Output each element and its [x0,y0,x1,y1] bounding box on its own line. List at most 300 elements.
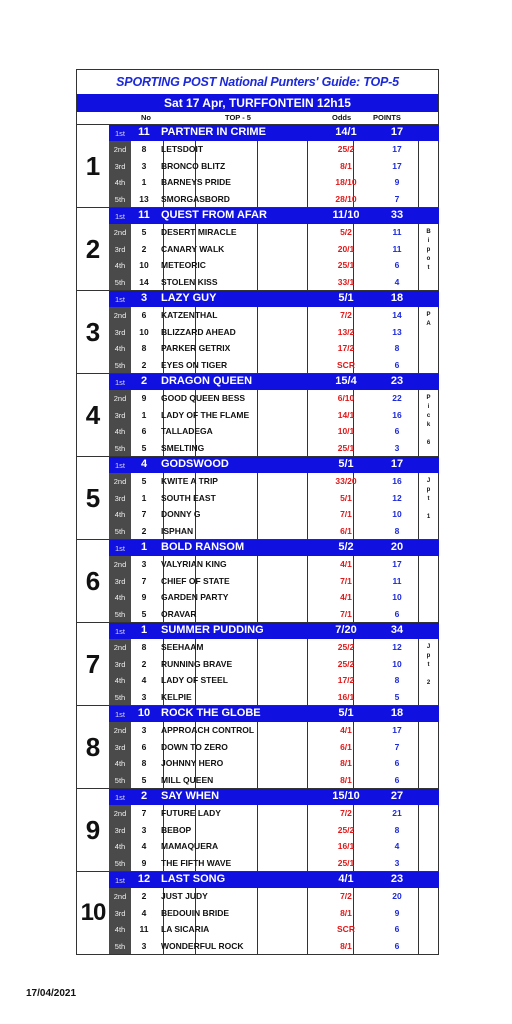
runner-row [109,407,439,423]
horse-points: 13 [392,326,402,337]
horse-points: 17 [390,126,404,138]
runner-row [109,473,439,489]
finish-position: 3rd [114,161,126,171]
finish-position: 3rd [114,576,126,586]
horse-points: 20 [392,891,402,902]
top-pick-row [109,540,439,556]
horse-points: 11 [392,227,402,238]
finish-position: 4th [114,427,126,437]
race-block [77,539,438,622]
finish-position: 2nd [113,726,127,736]
race-block [77,373,438,456]
horse-number: 3 [141,725,147,736]
horse-odds: 7/1 [340,575,352,586]
finish-position: 1st [114,295,125,304]
horse-odds: 33/20 [335,476,357,487]
horse-number: 2 [141,525,147,536]
horse-number: 3 [141,691,147,702]
race-block [77,207,438,290]
runner-row [109,307,439,323]
race-number: 1 [85,150,101,181]
horse-odds: 25/1 [337,857,355,868]
horse-name: WONDERFUL ROCK [161,940,244,951]
horse-name: QUEST FROM AFAR [161,209,267,221]
finish-position: 5th [114,858,126,868]
finish-position: 4th [114,261,126,271]
finish-position: 5th [114,526,126,536]
horse-points: 14 [392,310,402,321]
horse-points: 4 [394,276,400,287]
horse-points: 6 [394,924,400,935]
horse-points: 7 [394,193,400,204]
finish-position: 5th [114,443,126,453]
horse-number: 3 [141,940,147,951]
horse-points: 6 [394,608,400,619]
horse-name: BRONCO BLITZ [161,160,226,171]
horse-odds: 10/1 [337,426,355,437]
horse-name: SAY WHEN [161,790,220,802]
horse-odds: 6/1 [340,741,352,752]
horse-points: 5 [394,691,400,702]
finish-position: 1st [114,793,125,802]
horse-points: 16 [392,476,402,487]
horse-name: DRAGON QUEEN [161,375,253,387]
top-pick-row [109,872,439,888]
horse-odds: 8/1 [340,907,352,918]
horse-number: 4 [141,675,147,686]
runner-row [109,506,439,522]
race-number: 8 [85,731,101,762]
runner-row [109,141,439,157]
finish-position: 5th [114,775,126,785]
horse-number: 11 [139,924,149,935]
horse-number: 11 [138,209,150,221]
race-list [77,124,438,954]
top-pick-row [109,374,439,390]
horse-odds: 15/10 [332,790,360,802]
horse-number: 8 [141,758,147,769]
horse-odds: 4/1 [340,592,352,603]
top-pick-row [109,457,439,473]
horse-number: 2 [141,658,147,669]
horse-name: STOLEN KISS [161,276,218,287]
horse-points: 17 [390,458,404,470]
horse-odds: 7/1 [340,608,352,619]
horse-points: 11 [392,243,402,254]
finish-position: 2nd [113,809,127,819]
runner-row [109,191,439,207]
finish-position: 3rd [114,410,126,420]
runner-row [109,672,439,688]
runner-row [109,174,439,190]
horse-number: 1 [140,541,148,553]
horse-odds: 7/2 [340,310,352,321]
bet-type-label: J p t 1 [426,478,431,520]
horse-odds: 5/2 [338,541,354,553]
horse-name: ORAVAR [161,608,197,619]
horse-points: 17 [392,725,402,736]
horse-name: ISPHAN [161,525,194,536]
header-odds: Odds [332,113,352,122]
horse-name: METEORIC [161,260,206,271]
horse-odds: 5/1 [338,707,354,719]
horse-points: 20 [390,541,404,553]
finish-position: 1st [114,129,125,138]
horse-number: 2 [141,243,147,254]
horse-odds: 25/2 [337,824,355,835]
finish-position: 2nd [113,643,127,653]
horse-odds: 5/1 [340,492,352,503]
race-number: 3 [85,316,101,347]
finish-position: 3rd [114,659,126,669]
runner-row [109,822,439,838]
runner-row [109,224,439,240]
horse-points: 8 [394,824,400,835]
horse-points: 6 [394,758,400,769]
runner-row [109,722,439,738]
horse-number: 2 [140,375,148,387]
finish-position: 3rd [114,825,126,835]
horse-number: 8 [141,642,147,653]
horse-name: THE FIFTH WAVE [161,857,232,868]
race-block [77,290,438,373]
race-number: 6 [85,565,101,596]
runner-row [109,838,439,854]
finish-position: 1st [114,876,125,885]
horse-points: 33 [390,209,404,221]
horse-name: BEBOP [161,824,192,835]
horse-name: ROCK THE GLOBE [161,707,261,719]
horse-odds: 4/1 [338,873,354,885]
runner-row [109,905,439,921]
finish-position: 4th [114,842,126,852]
finish-position: 3rd [114,493,126,503]
horse-number: 6 [141,426,147,437]
column-header-row [77,112,438,124]
top-pick-row [109,623,439,639]
horse-odds: 7/20 [335,624,357,636]
horse-number: 3 [141,559,147,570]
runner-row [109,390,439,406]
horse-odds: 28/10 [335,193,357,204]
horse-number: 5 [141,227,147,238]
race-block [77,871,438,954]
horse-odds: 13/2 [337,326,355,337]
bet-type-label: J p t 2 [426,644,431,686]
race-block [77,705,438,788]
horse-number: 8 [141,343,147,354]
horse-number: 14 [139,276,149,287]
horse-number: 3 [140,292,148,304]
horse-name: MAMAQUERA [161,841,219,852]
horse-number: 1 [141,409,147,420]
bet-type-label: B i p o t [426,229,431,271]
horse-name: GARDEN PARTY [161,592,229,603]
horse-name: LAZY GUY [161,292,217,304]
horse-odds: 25/1 [337,442,355,453]
runner-row [109,257,439,273]
runner-row [109,573,439,589]
runner-row [109,274,439,290]
horse-name: VALYRIAN KING [161,559,227,570]
horse-name: KELPIE [161,691,192,702]
horse-odds: 25/2 [337,658,355,669]
race-block [77,622,438,705]
race-number: 5 [85,482,101,513]
horse-name: EYES ON TIGER [161,359,228,370]
finish-position: 3rd [114,244,126,254]
top-pick-row [109,291,439,307]
runner-row [109,523,439,539]
horse-name: LADY OF STEEL [161,675,228,686]
horse-number: 12 [137,873,151,885]
runner-row [109,639,439,655]
race-number: 10 [80,899,106,926]
horse-number: 2 [141,891,147,902]
horse-points: 12 [392,642,402,653]
runner-row [109,556,439,572]
finish-position: 1st [114,212,125,221]
horse-points: 8 [394,675,400,686]
horse-odds: 17/2 [337,343,355,354]
horse-name: DESERT MIRACLE [161,227,237,238]
finish-position: 5th [114,360,126,370]
horse-points: 34 [390,624,404,636]
horse-number: 6 [141,310,147,321]
finish-position: 4th [114,925,126,935]
horse-number: 1 [141,492,147,503]
horse-name: TALLADEGA [161,426,213,437]
horse-points: 10 [392,658,402,669]
finish-position: 1st [114,461,125,470]
horse-name: GODSWOOD [161,458,229,470]
horse-odds: 8/1 [340,940,352,951]
guide-sheet [76,69,439,955]
horse-points: 6 [394,260,400,271]
finish-position: 4th [114,178,126,188]
horse-points: 22 [392,393,402,404]
race-block [77,124,438,207]
horse-name: JOHNNY HERO [161,758,224,769]
finish-position: 2nd [113,394,127,404]
finish-position: 3rd [114,327,126,337]
runner-row [109,241,439,257]
horse-number: 7 [141,509,147,520]
horse-number: 1 [141,177,147,188]
finish-position: 2nd [113,560,127,570]
horse-points: 4 [394,841,400,852]
horse-number: 4 [141,841,147,852]
horse-name: KATZENTHAL [161,310,218,321]
horse-name: APPROACH CONTROL [161,725,255,736]
race-number: 2 [85,233,101,264]
runner-row [109,357,439,373]
runner-row [109,324,439,340]
horse-points: 21 [392,808,402,819]
horse-odds: 25/1 [337,260,355,271]
runner-row [109,689,439,705]
finish-position: 2nd [113,311,127,321]
runner-row [109,888,439,904]
horse-number: 11 [138,126,150,138]
horse-name: PARKER GETRIX [161,343,231,354]
horse-name: SUMMER PUDDING [161,624,264,636]
horse-name: LETSDOIT [161,144,204,155]
finish-position: 4th [114,676,126,686]
horse-name: DONNY G [161,509,201,520]
horse-odds: 8/1 [340,160,352,171]
horse-odds: 4/1 [340,725,352,736]
horse-number: 5 [141,774,147,785]
horse-points: 17 [392,144,402,155]
horse-points: 27 [390,790,404,802]
horse-number: 8 [141,144,147,155]
finish-position: 5th [114,692,126,702]
horse-name: LA SICARIA [161,924,210,935]
horse-number: 13 [139,193,149,204]
horse-odds: 5/2 [340,227,352,238]
horse-name: RUNNING BRAVE [161,658,233,669]
horse-number: 1 [140,624,148,636]
horse-name: LAST SONG [161,873,226,885]
horse-points: 7 [394,741,400,752]
horse-points: 9 [394,907,400,918]
finish-position: 5th [114,609,126,619]
horse-points: 9 [394,177,400,188]
finish-position: 1st [114,627,125,636]
horse-points: 6 [394,426,400,437]
horse-name: BOLD RANSOM [161,541,245,553]
horse-points: 23 [390,873,404,885]
horse-odds: 11/10 [332,209,360,221]
horse-points: 16 [392,409,402,420]
horse-points: 3 [394,857,400,868]
header-points: POINTS [373,113,401,122]
finish-position: 2nd [113,228,127,238]
horse-number: 4 [141,907,147,918]
horse-number: 7 [141,808,147,819]
finish-position: 4th [114,510,126,520]
finish-position: 5th [114,194,126,204]
bet-type-label: P A [426,312,431,327]
runner-row [109,739,439,755]
horse-odds: 8/1 [340,758,352,769]
top-pick-row [109,125,439,141]
horse-odds: 7/2 [340,808,352,819]
finish-position: 2nd [113,477,127,487]
horse-name: BARNEYS PRIDE [161,177,231,188]
horse-name: DOWN TO ZERO [161,741,228,752]
runner-row [109,805,439,821]
race-meeting-subtitle: Sat 17 Apr, TURFFONTEIN 12h15 [77,94,438,112]
top-pick-row [109,208,439,224]
horse-name: SMELTING [161,442,205,453]
horse-points: 6 [394,940,400,951]
finish-position: 5th [114,941,126,951]
horse-name: SMORGASBORD [161,193,230,204]
horse-name: BLIZZARD AHEAD [161,326,236,337]
horse-points: 18 [390,292,404,304]
finish-position: 1st [114,378,125,387]
horse-number: 3 [141,160,147,171]
runner-row [109,158,439,174]
horse-name: CANARY WALK [161,243,225,254]
horse-number: 2 [141,359,147,370]
horse-number: 9 [141,592,147,603]
runner-row [109,772,439,788]
runner-row [109,606,439,622]
horse-odds: 5/1 [338,458,354,470]
horse-points: 3 [394,442,400,453]
horse-number: 9 [141,393,147,404]
horse-points: 11 [392,575,402,586]
horse-points: 12 [392,492,402,503]
horse-name: JUST JUDY [161,891,208,902]
finish-position: 2nd [113,145,127,155]
horse-number: 9 [141,857,147,868]
horse-number: 3 [141,824,147,835]
top-pick-row [109,706,439,722]
finish-position: 1st [114,544,125,553]
horse-odds: 25/2 [337,642,355,653]
horse-odds: 16/1 [337,691,355,702]
finish-position: 3rd [114,742,126,752]
horse-name: PARTNER IN CRIME [161,126,266,138]
race-block [77,788,438,871]
race-number: 7 [85,648,101,679]
finish-position: 2nd [113,892,127,902]
horse-name: MILL QUEEN [161,774,214,785]
horse-name: CHIEF OF STATE [161,575,230,586]
horse-odds: 17/2 [337,675,355,686]
runner-row [109,440,439,456]
finish-position: 5th [114,277,126,287]
horse-name: KWITE A TRIP [161,476,218,487]
horse-name: LADY OF THE FLAME [161,409,250,420]
header-no: No [141,113,151,122]
finish-position: 3rd [114,908,126,918]
runner-row [109,938,439,954]
horse-odds: 7/2 [340,891,352,902]
horse-points: 6 [394,774,400,785]
bet-type-label: P i c k 6 [426,395,431,446]
top-pick-row [109,789,439,805]
header-top5: TOP - 5 [225,113,251,122]
race-block [77,456,438,539]
horse-points: 6 [394,359,400,370]
horse-number: 4 [140,458,148,470]
finish-position: 1st [114,710,125,719]
race-number: 9 [85,814,101,845]
horse-name: BEDOUIN BRIDE [161,907,230,918]
horse-odds: 14/1 [335,126,357,138]
horse-name: GOOD QUEEN BESS [161,393,246,404]
horse-odds: 5/1 [338,292,354,304]
horse-number: 10 [139,260,149,271]
runner-row [109,423,439,439]
horse-odds: 6/10 [337,393,355,404]
race-number: 4 [85,399,101,430]
runner-row [109,656,439,672]
horse-name: SOUTH EAST [161,492,216,503]
runner-row [109,921,439,937]
horse-number: 7 [141,575,147,586]
horse-odds: 6/1 [340,525,352,536]
horse-name: SEEHAAM [161,642,204,653]
runner-row [109,855,439,871]
horse-number: 10 [137,707,151,719]
horse-points: 18 [390,707,404,719]
